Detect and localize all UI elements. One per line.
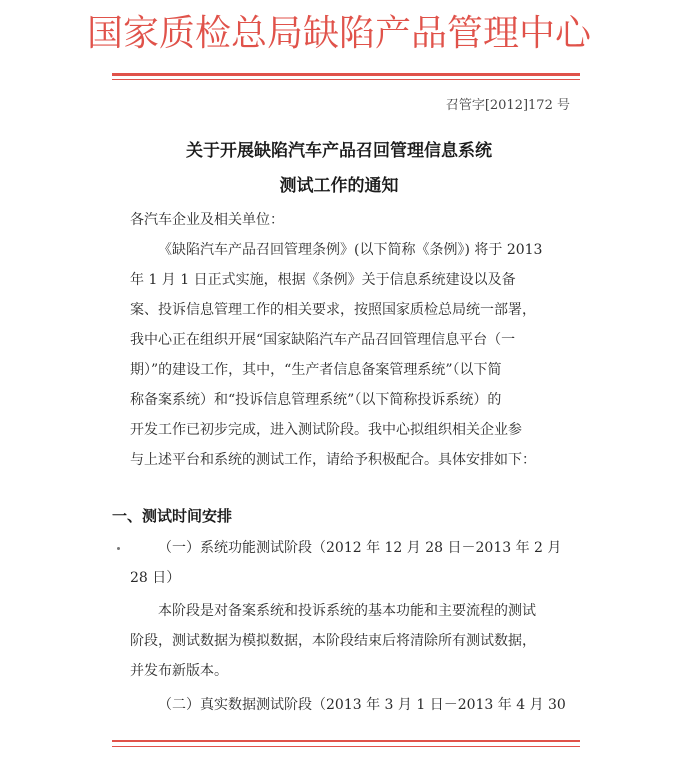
letterhead: [0, 4, 678, 64]
letterhead-rule-thin: [112, 79, 580, 80]
paragraph-line: （二）真实数据测试阶段（2013 年 3 月 1 日－2013 年 4 月 30: [158, 697, 566, 713]
phase1-description: [130, 596, 560, 686]
salutation-text: 各汽车企业及相关单位：: [130, 212, 284, 228]
letterhead-title: 国家质检总局缺陷产品管理中心: [86, 13, 591, 54]
footer-rule-thin: [112, 746, 580, 747]
notice-title-line1: 关于开展缺陷汽车产品召回管理信息系统: [186, 141, 492, 161]
paragraph-line: 我中心正在组织开展“国家缺陷汽车产品召回管理信息平台（一: [130, 332, 516, 348]
paragraph-line: （一）系统功能测试阶段（2012 年 12 月 28 日－2013 年 2 月: [158, 540, 562, 556]
paragraph-line: 开发工作已初步完成，进入测试阶段。我中心拟组织相关企业参: [130, 422, 522, 438]
document-number: 召管字[2012]172 号: [445, 98, 570, 113]
footer-rule: [112, 740, 580, 742]
intro-paragraph: [130, 235, 560, 475]
paragraph-line: 与上述平台和系统的测试工作，请给予积极配合。具体安排如下：: [130, 452, 536, 468]
scan-speck: [117, 547, 120, 550]
notice-title-line2: 测试工作的通知: [279, 176, 399, 196]
section-heading: 一、测试时间安排: [112, 507, 233, 525]
paragraph-line: 28 日）: [130, 570, 181, 586]
letterhead-rule: [112, 73, 580, 76]
phase2-paragraph: [130, 690, 566, 720]
paragraph-line: 案、投诉信息管理工作的相关要求，按照国家质检总局统一部署，: [130, 302, 536, 318]
phase1-paragraph: [130, 533, 560, 593]
paragraph-line: 阶段，测试数据为模拟数据，本阶段结束后将清除所有测试数据，: [130, 633, 536, 649]
paragraph-line: 本阶段是对备案系统和投诉系统的基本功能和主要流程的测试: [158, 603, 536, 619]
paragraph-line: 年 1 月 1 日正式实施，根据《条例》关于信息系统建设以及备: [130, 272, 516, 288]
paragraph-line: 并发布新版本。: [130, 663, 228, 679]
paragraph-line: 期）”的建设工作，其中，“生产者信息备案管理系统”（以下简: [130, 362, 502, 378]
paragraph-line: 称备案系统）和“投诉信息管理系统”（以下简称投诉系统）的: [130, 392, 502, 408]
paragraph-line: 《缺陷汽车产品召回管理条例》(以下简称《条例》) 将于 2013: [158, 242, 543, 258]
salutation: [130, 205, 560, 235]
